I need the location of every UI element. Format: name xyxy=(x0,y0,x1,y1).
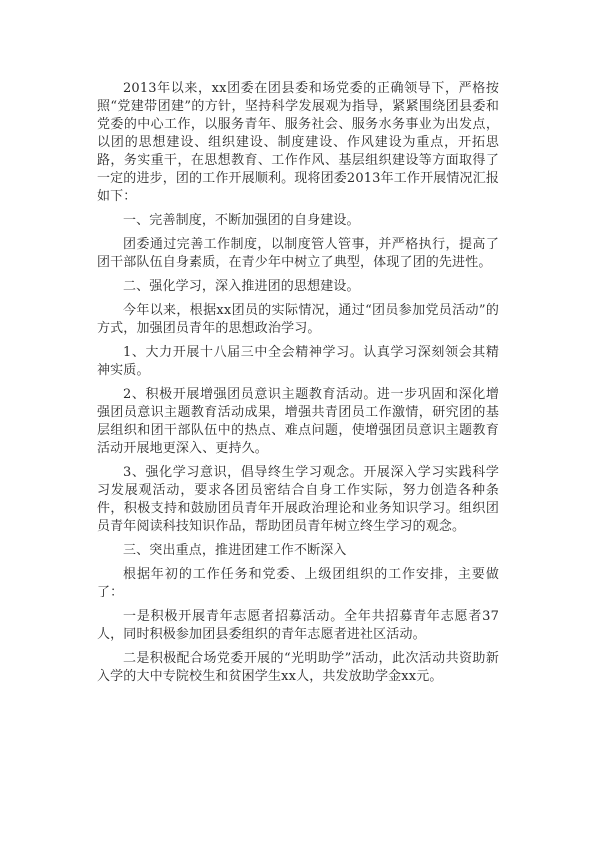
intro-paragraph: 2013年以来，xx团委在团县委和场党委的正确领导下，严格按照“党建带团建”的方针，坚持科学发展观为指导，紧紧围绕团县委和党委的中心工作，以服务青年、服务社会、服务水务事业为出发点，以团的思想建设、组织建设、制度建设、作风建设为重点，开拓思路，务实重干，在思想教育、工作作风、基层组织建设等方面取得了一定的进步，团的工作开展顺利。现将团委2013年工作开展情况汇报如下： xyxy=(97,81,499,204)
document-page xyxy=(97,80,499,692)
section-2-paragraph: 今年以来，根据xx团员的实际情况，通过“团员参加党员活动”的方式，加强团员青年的思想政治学习。 xyxy=(97,303,499,336)
section-1-paragraph: 团委通过完善工作制度，以制度管人管事，并严格执行，提高了团干部队伍自身素质，在青少年中树立了典型，体现了团的先进性。 xyxy=(97,237,499,270)
section-heading-2: 二、强化学习，深入推进团的思想建设。 xyxy=(123,279,360,294)
section-3-paragraph: 根据年初的工作任务和党委、上级团组织的工作安排，主要做了： xyxy=(97,567,499,600)
section-heading-3: 三、突出重点，推进团建工作不断深入 xyxy=(123,543,347,558)
point-2-paragraph: 二是积极配合场党委开展的“光明助学”活动，此次活动共资助新入学的大中专院校生和贫困学生xx人，共发放助学金xx元。 xyxy=(97,651,499,684)
list-item-1: 1、大力开展十八届三中全会精神学习。认真学习深刻领会其精神实质。 xyxy=(97,345,499,378)
list-item-2: 2、积极开展增强团员意识主题教育活动。进一步巩固和深化增强团员意识主题教育活动成果，增强共青团员工作激情，研究团的基层组织和团干部队伍中的热点、难点问题，使增强团员意识主题教育活动开展地更深入、更持久。 xyxy=(97,387,499,456)
list-item-3: 3、强化学习意识，倡导终生学习观念。开展深入学习实践科学习发展观活动，要求各团员密结合自身工作实际，努力创造各种条件，积极支持和鼓励团员青年开展政治理论和业务知识学习。组织团员青年阅读科技知识作品，帮助团员青年树立终生学习的观念。 xyxy=(97,465,499,534)
point-1-paragraph: 一是积极开展青年志愿者招募活动。全年共招募青年志愿者37人，同时积极参加团县委组织的青年志愿者进社区活动。 xyxy=(97,609,499,642)
section-heading-1: 一、完善制度，不断加强团的自身建设。 xyxy=(123,213,360,228)
